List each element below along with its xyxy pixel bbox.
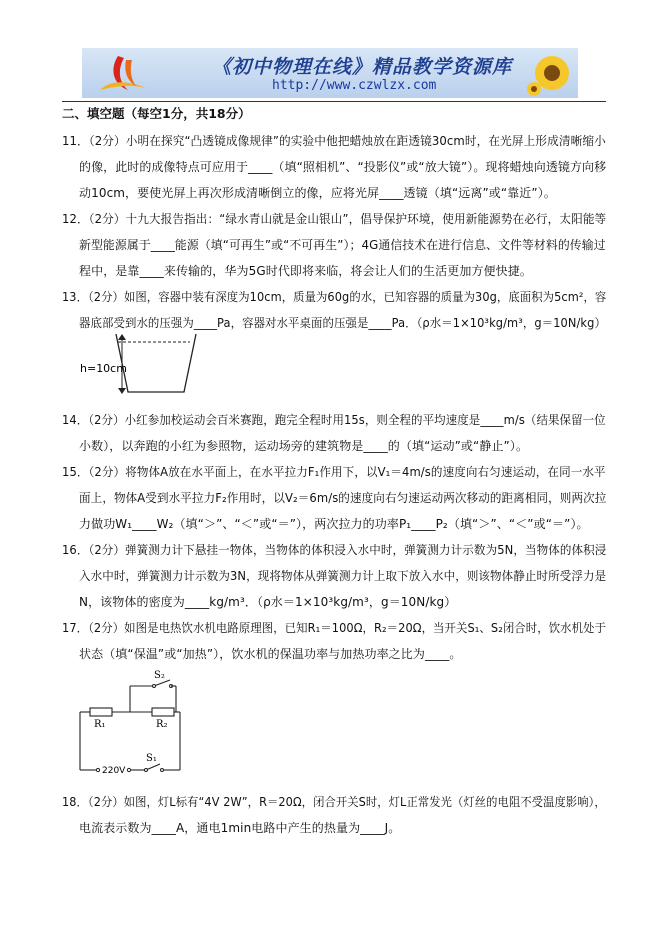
q17-line-2: 状态（填“保温”或“加热”），饮水机的保温功率与加热功率之比为____。 [79, 647, 462, 661]
q15-line-3: 力做功W₁____W₂（填“＞”、“＜”或“＝”），两次拉力的功率P₁____P₂（填“＞”、“＜”或“＝”）。 [79, 517, 589, 531]
q12-line-2: 新型能源属于____能源（填“可再生”或“不可再生”）；4G通信技术在进行信息、文件等材料的传输过 [79, 238, 606, 252]
depth-label: h=10cm [80, 362, 127, 375]
container-figure [78, 330, 208, 398]
banner-url: http://www.czwlzx.com [272, 78, 437, 93]
voltage-label: 220V [102, 766, 126, 776]
sunflower-icon [526, 51, 574, 97]
banner-title: 《初中物理在线》精品教学资源库 [212, 56, 513, 78]
header-rule [62, 101, 606, 102]
q15-line-2: 面上，物体A受到水平拉力F₂作用时，以V₂＝6m/s的速度向右匀速运动两次移动的距离相同，则两次拉 [79, 491, 607, 505]
r1-label: R₁ [94, 719, 106, 730]
q18-line-2: 电流表示数为____A，通电1min电路中产生的热量为____J。 [79, 821, 401, 835]
s1-label: S₁ [146, 753, 157, 764]
q11-line-3: 动10cm，要使光屏上再次形成清晰倒立的像，应将光屏____透镜（填“远离”或“靠近”）。 [79, 186, 556, 200]
q14-line-1: 14．（2分）小红参加校运动会百米赛跑，跑完全程时用15s，则全程的平均速度是____m/s（结果保留一位 [62, 413, 606, 427]
q16-line-3: N，该物体的密度为____kg/m³．（ρ水＝1×10³kg/m³，g＝10N/kg） [79, 595, 457, 609]
q16-line-1: 16．（2分）弹簧测力计下悬挂一物体，当物体的体积浸入水中时，弹簧测力计示数为5N，当物体的体积浸 [62, 543, 607, 557]
q11-line-1: 11．（2分）小明在探究“凸透镜成像规律”的实验中他把蜡烛放在距透镜30cm时，在光屏上形成清晰缩小 [62, 134, 606, 148]
q18-line-1: 18．（2分）如图，灯L标有“4V 2W”，R＝20Ω，闭合开关S时，灯L正常发光（灯丝的电阻不受温度影响）， [62, 795, 606, 809]
q15-line-1: 15．（2分）将物体A放在水平面上，在水平拉力F₁作用下，以V₁＝4m/s的速度向右匀速运动，在同一水平 [62, 465, 606, 479]
q13-line-2: 器底部受到水的压强为____Pa，容器对水平桌面的压强是____Pa．（ρ水＝1×10³kg/m³，g＝10N/kg） [79, 316, 606, 330]
r2-label: R₂ [156, 719, 168, 730]
q12-line-1: 12．（2分）十九大报告指出：“绿水青山就是金山银山”，倡导保护环境，使用新能源势在必行，太阳能等 [62, 212, 607, 226]
q11-line-2: 的像，此时的成像特点可应用于____（填“照相机”、“投影仪”或“放大镜”）。现将蜡烛向透镜方向移 [79, 160, 607, 174]
q14-line-2: 小数），以奔跑的小红为参照物，运动场旁的建筑物是____的（填“运动”或“静止”）。 [79, 439, 529, 453]
q16-line-2: 入水中时，弹簧测力计示数为3N，现将物体从弹簧测力计上取下放入水中，则该物体静止时所受浮力是 [79, 569, 607, 583]
circuit-diagram [76, 666, 188, 778]
header-banner [82, 48, 578, 98]
section-title: 二、填空题（每空1分，共18分） [62, 106, 251, 121]
q12-line-3: 程中，是靠____来传输的，华为5G时代即将来临，将会让人们的生活更加方便快捷。 [79, 264, 532, 278]
q17-line-1: 17．（2分）如图是电热饮水机电路原理图，已知R₁＝100Ω，R₂＝20Ω，当开关S₁、S₂闭合时，饮水机处于 [62, 621, 607, 635]
s2-label: S₂ [154, 670, 165, 681]
q13-line-1: 13．（2分）如图，容器中装有深度为10cm，质量为60g的水，已知容器的质量为30g，底面积为5cm²，容 [62, 290, 607, 304]
site-logo-icon [88, 50, 158, 96]
